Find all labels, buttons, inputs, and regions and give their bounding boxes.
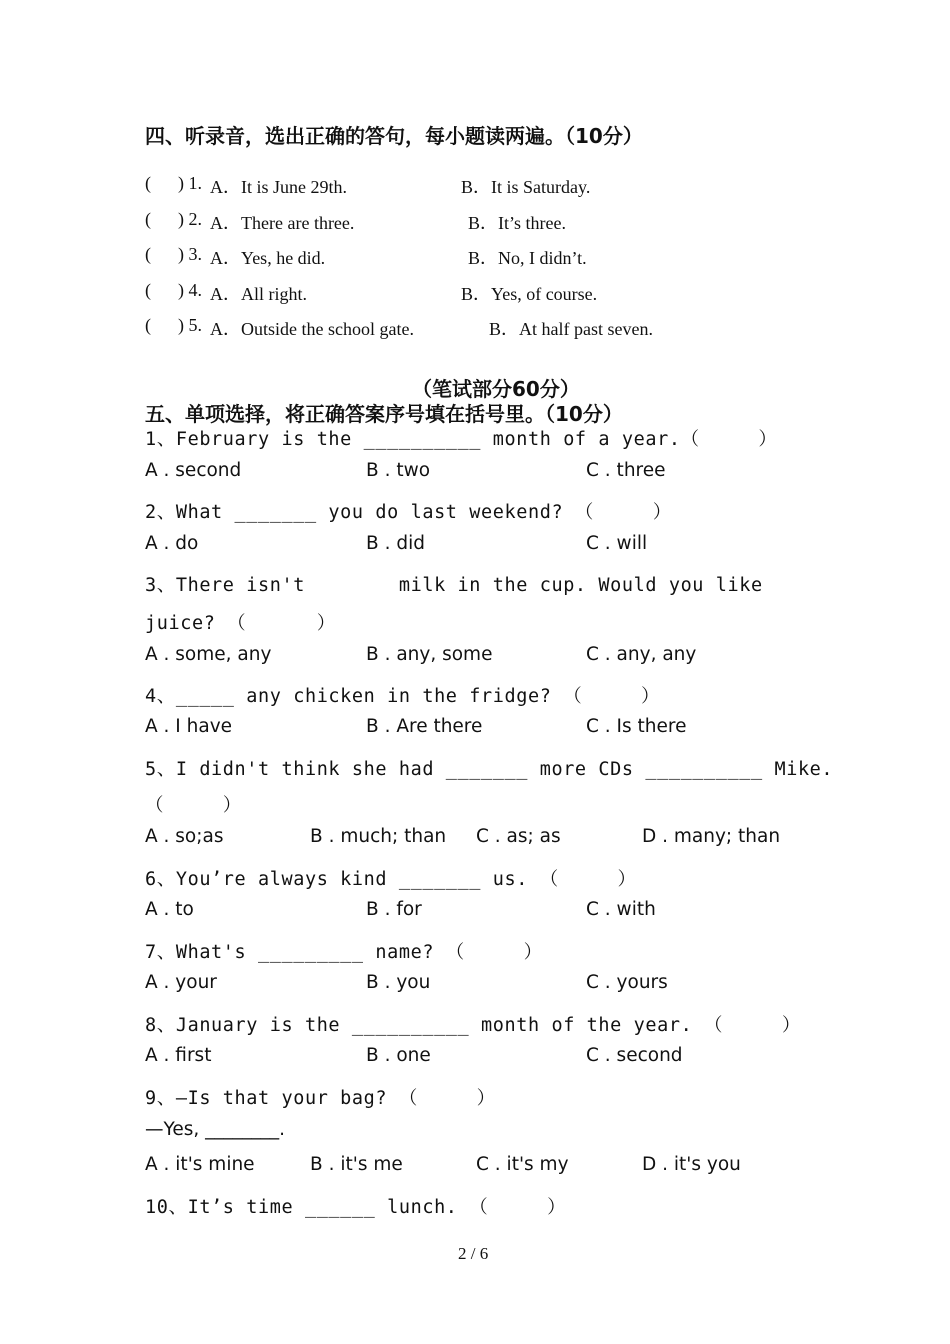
- question-8-stem: 8、January is the __________ month of the year. （ ）: [145, 1015, 801, 1036]
- question-5-option-b: B . much; than: [310, 826, 447, 847]
- question-6-option-c: C . with: [586, 899, 656, 920]
- listen-item-2-option-a: A．There are three.: [210, 213, 355, 233]
- question-6-option-b: B . for: [366, 899, 422, 920]
- question-5-option-a: A . so;as: [145, 826, 224, 847]
- question-7-option-a: A . your: [145, 972, 217, 993]
- question-2-stem: 2、What _______ you do last weekend? （ ）: [145, 502, 672, 523]
- question-9-option-c: C . it's my: [476, 1154, 569, 1175]
- question-3-option-c: C . any, any: [586, 644, 697, 665]
- written-part-heading: （笔试部分60分）: [412, 377, 580, 401]
- listen-item-4-option-a: A．All right.: [210, 284, 307, 304]
- listen-item-3-number: ( ) 3.: [145, 244, 202, 264]
- question-8-option-c: C . second: [586, 1045, 683, 1066]
- listen-item-5-option-a: A．Outside the school gate.: [210, 319, 414, 339]
- listen-item-2-option-b: B．It’s three.: [468, 213, 566, 233]
- listen-item-4-option-b: B．Yes, of course.: [461, 284, 598, 304]
- question-2-option-b: B . did: [366, 533, 425, 554]
- listen-item-1-option-b: B．It is Saturday.: [461, 177, 591, 197]
- question-2-option-a: A . do: [145, 533, 199, 554]
- question-3-option-a: A . some, any: [145, 644, 272, 665]
- question-7-option-c: C . yours: [586, 972, 668, 993]
- question-3-option-b: B . any, some: [366, 644, 493, 665]
- question-5-stem: 5、I didn't think she had _______ more CDs __________ Mike.: [145, 759, 834, 780]
- question-2-option-c: C . will: [586, 533, 648, 554]
- question-1-option-a: A . second: [145, 460, 242, 481]
- question-5-answer-bracket: （ ）: [145, 795, 242, 816]
- question-9-dialogue-reply: —Yes, ________.: [145, 1119, 286, 1140]
- listen-item-5-number: ( ) 5.: [145, 315, 202, 335]
- question-3-stem: 3、There isn't milk in the cup. Would you like: [145, 575, 763, 596]
- question-4-option-a: A . I have: [145, 716, 233, 737]
- question-1-stem: 1、February is the __________ month of a year.（ ）: [145, 429, 778, 450]
- question-5-option-d: D . many; than: [642, 826, 781, 847]
- listen-item-4-number: ( ) 4.: [145, 280, 202, 300]
- question-9-option-a: A . it's mine: [145, 1154, 255, 1175]
- listen-item-3-option-b: B．No, I didn’t.: [468, 248, 587, 268]
- question-6-option-a: A . to: [145, 899, 194, 920]
- listen-item-3-option-a: A．Yes, he did.: [210, 248, 326, 268]
- question-1-option-b: B . two: [366, 460, 431, 481]
- question-4-option-b: B . Are there: [366, 716, 483, 737]
- listen-item-5-option-b: B．At half past seven.: [489, 319, 653, 339]
- section-4-title: 四、听录音，选出正确的答句，每小题读两遍。（10分）: [145, 124, 643, 148]
- question-4-stem: 4、_____ any chicken in the fridge? （ ）: [145, 686, 661, 707]
- listen-item-1-option-a: A．It is June 29th.: [210, 177, 347, 197]
- question-6-stem: 6、You’re always kind _______ us. （ ）: [145, 869, 637, 890]
- question-9-option-b: B . it's me: [310, 1154, 403, 1175]
- question-7-stem: 7、What's _________ name? （ ）: [145, 942, 543, 963]
- question-3-stem-continued: juice? （ ）: [145, 613, 336, 634]
- question-8-option-b: B . one: [366, 1045, 431, 1066]
- question-1-option-c: C . three: [586, 460, 666, 481]
- question-5-option-c: C . as; as: [476, 826, 561, 847]
- question-8-option-a: A . first: [145, 1045, 212, 1066]
- page-number: 2 / 6: [458, 1244, 489, 1263]
- question-7-option-b: B . you: [366, 972, 431, 993]
- question-9-option-d: D . it's you: [642, 1154, 741, 1175]
- listen-item-1-number: ( ) 1.: [145, 173, 202, 193]
- question-4-option-c: C . Is there: [586, 716, 687, 737]
- section-5-title: 五、单项选择，将正确答案序号填在括号里。（10分）: [145, 402, 623, 426]
- question-9-stem: 9、—Is that your bag? （ ）: [145, 1088, 496, 1109]
- listen-item-2-number: ( ) 2.: [145, 209, 202, 229]
- question-10-stem: 10、It’s time ______ lunch. （ ）: [145, 1197, 567, 1218]
